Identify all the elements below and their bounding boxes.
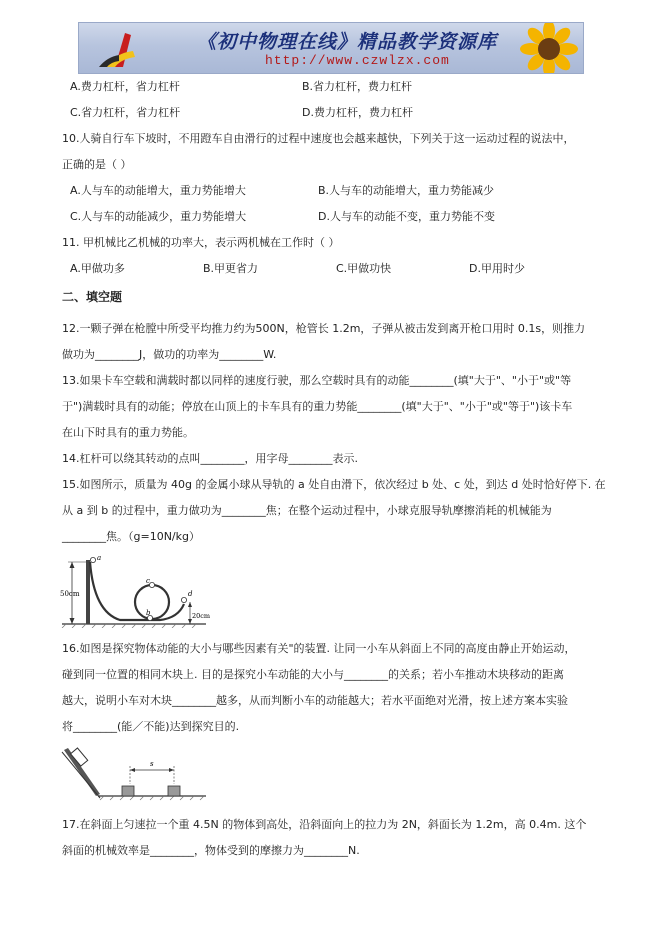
q12-line1: 12.一颗子弹在枪膛中所受平均推力约为500N，枪管长 1.2m，子弹从被击发到离开枪口用时 0.1s，则推力 xyxy=(62,322,586,335)
q9-option-d: D.费力杠杆，费力杠杆 xyxy=(302,106,413,119)
q13-line3: 在山下时具有的重力势能。 xyxy=(62,426,194,439)
q16-label-s: s xyxy=(150,760,154,768)
q15-line2: 从 a 到 b 的过程中，重力做功为________焦；在整个运动过程中，小球克服导轨摩擦消耗的机械能为 xyxy=(62,504,552,517)
q11-option-a: A.甲做功多 xyxy=(70,262,125,275)
q10-stem-line2: 正确的是（ ） xyxy=(62,158,132,171)
q17-line2: 斜面的机械效率是________，物体受到的摩擦力为________N. xyxy=(62,844,360,857)
q15-label-50cm: 50cm xyxy=(60,590,80,598)
q17-line1: 17.在斜面上匀速拉一个重 4.5N 的物体到高处，沿斜面向上的拉力为 2N，斜面长为 1.2m，高 0.4m. 这个 xyxy=(62,818,587,831)
logo-icon xyxy=(85,27,155,71)
q9-option-c: C.省力杠杆，省力杠杆 xyxy=(70,106,181,119)
q15-label-a: a xyxy=(97,554,102,562)
q9-option-b: B.省力杠杆，费力杠杆 xyxy=(302,80,413,93)
q10-option-c: C.人与车的动能减少，重力势能增大 xyxy=(70,210,247,223)
q10-option-a: A.人与车的动能增大，重力势能增大 xyxy=(70,184,246,197)
q11-option-d: D.甲用时少 xyxy=(469,262,525,275)
q15-label-c: c xyxy=(146,577,150,585)
q16-line4: 将________(能／不能)达到探究目的. xyxy=(62,720,240,733)
q13-line1: 13.如果卡车空载和满载时都以同样的速度行驶，那么空载时具有的动能________(填"大于"、"小于"或"等 xyxy=(62,374,572,387)
section-heading-fill-in: 二、填空题 xyxy=(62,290,123,304)
q10-option-b: B.人与车的动能增大，重力势能减少 xyxy=(318,184,495,197)
q16-line3: 越大，说明小车对木块________越多，从而判断小车的动能越大；若水平面绝对光滑，按上述方案本实验 xyxy=(62,694,568,707)
q12-line2: 做功为________J，做功的功率为________W. xyxy=(62,348,277,361)
q16-incline-figure xyxy=(60,744,210,804)
sunflower-icon xyxy=(517,22,581,74)
q16-line1: 16.如图是探究物体动能的大小与哪些因素有关"的装置. 让同一小车从斜面上不同的高度由静止开始运动， xyxy=(62,642,576,655)
q11-stem: 11. 甲机械比乙机械的功率大，表示两机械在工作时（ ） xyxy=(62,236,340,249)
q13-line2: 于")满载时具有的动能；停放在山顶上的卡车具有的重力势能________(填"大于"、"小于"或"等于")该卡车 xyxy=(62,400,573,413)
q15-line3: ________焦。（g=10N/kg） xyxy=(62,530,200,543)
q11-option-c: C.甲做功快 xyxy=(336,262,392,275)
q10-option-d: D.人与车的动能不变，重力势能不变 xyxy=(318,210,495,223)
q15-label-d: d xyxy=(188,590,193,598)
q15-line1: 15.如图所示，质量为 40g 的金属小球从导轨的 a 处自由滑下，依次经过 b 处、c 处，到达 d 处时恰好停下. 在 xyxy=(62,478,606,491)
q14-line1: 14.杠杆可以绕其转动的点叫________，用字母________表示. xyxy=(62,452,358,465)
q11-option-b: B.甲更省力 xyxy=(203,262,259,275)
banner-url: http://www.czwlzx.com xyxy=(265,53,450,68)
q16-line2: 碰到同一位置的相同木块上. 目的是探究小车动能的大小与________的关系；若小车推动木块移动的距离 xyxy=(62,668,564,681)
banner-title: 《初中物理在线》精品教学资源库 xyxy=(197,31,498,53)
q9-option-a: A.费力杠杆，省力杠杆 xyxy=(70,80,180,93)
q15-track-figure xyxy=(60,552,210,628)
q10-stem-line1: 10.人骑自行车下坡时，不用蹬车自由滑行的过程中速度也会越来越快，下列关于这一运动过程的说法中， xyxy=(62,132,575,145)
header-banner xyxy=(78,22,584,74)
q15-label-20cm: 20cm xyxy=(192,612,210,620)
q15-label-b: b xyxy=(146,609,151,617)
